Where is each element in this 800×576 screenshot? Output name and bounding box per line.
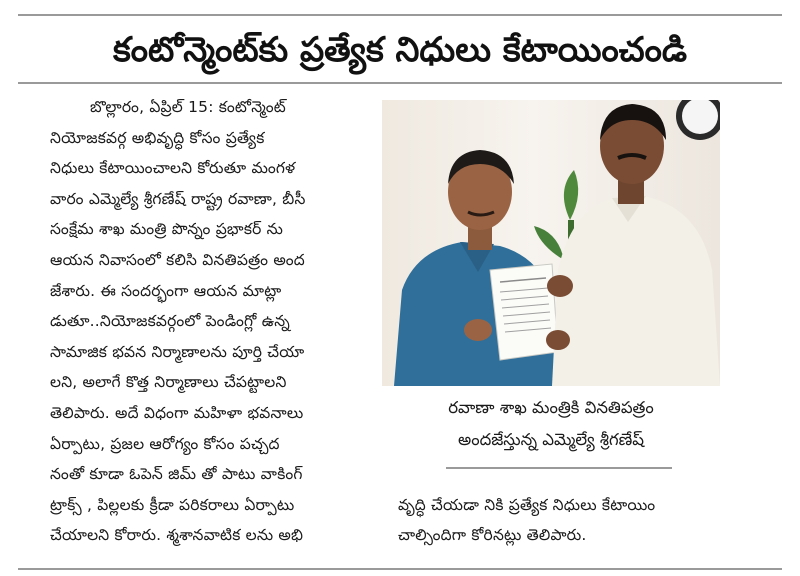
- headline-top-rule: [18, 14, 782, 16]
- photo-caption: [382, 392, 720, 456]
- article-line: నంతో కూడా ఓపెన్ జిమ్ తో పాటు వాకింగ్: [50, 465, 303, 484]
- article-bottom-rule: [18, 568, 782, 570]
- article-line: వృద్ధి చేయడా నికి ప్రత్యేక నిధులు కేటాయిం: [398, 496, 656, 514]
- article-line: నియోజకవర్గ అభివృద్ధి కోసం ప్రత్యేక: [50, 128, 265, 147]
- photo-ministers-handing-petition-icon: [382, 100, 720, 386]
- article-line: చేయాలని కోరారు. శ్మశానవాటిక లను అభి: [50, 526, 304, 545]
- article-line: ఏర్పాటు, ప్రజల ఆరోగ్యం కోసం పచ్చద: [50, 434, 280, 453]
- article-line: తెలిపారు. అదే విధంగా మహిళా భవనాలు: [50, 403, 304, 422]
- article-line: చాల్సిందిగా కోరినట్లు తెలిపారు.: [398, 526, 587, 544]
- article-line: లని, అలాగే కొత్త నిర్మాణాలు చేపట్టాలని: [50, 373, 287, 392]
- page-title: కంటోన్మెంట్‌కు ప్రత్యేక నిధులు కేటాయించండి: [112, 30, 688, 70]
- clipped-previous-article-edge: [0, 0, 800, 6]
- article-line: బొల్లారం, ఏప్రిల్ 15: కంటోన్మెంట్: [90, 98, 286, 116]
- article-body-left: [50, 92, 370, 554]
- article-line: సామాజిక భవన నిర్మాణాలను పూర్తి చేయా: [50, 342, 305, 361]
- article-line: జేశారు. ఈ సందర్భంగా ఆయన మాట్లా: [50, 281, 282, 300]
- article-line: వారం ఎమ్మెల్యే శ్రీగణేష్ రాష్ట్ర రవాణా, బీసీ: [50, 189, 306, 208]
- article-line: ట్రాక్స్ , పిల్లలకు క్రీడా పరికరాలు ఏర్పాటు: [50, 495, 295, 514]
- news-photo: [382, 100, 720, 386]
- article-line: ఆయన నివాసంలో కలిసి వినతిపత్రం అంద: [50, 250, 305, 269]
- article-line: నిధులు కేటాయించాలని కోరుతూ మంగళ: [50, 159, 296, 178]
- caption-line: అందజేస్తున్న ఎమ్మెల్యే శ్రీగణేష్: [458, 430, 644, 449]
- article-body-right: [398, 490, 728, 550]
- headline-bottom-rule: [18, 82, 782, 84]
- caption-divider: [446, 467, 672, 469]
- article-line: డుతూ..నియోజకవర్గంలో పెండింగ్లో ఉన్న: [50, 312, 290, 331]
- article-line: సంక్షేమ శాఖ మంత్రి పొన్నం ప్రభాకర్ ను: [50, 220, 284, 239]
- caption-line: రవాణా శాఖ మంత్రికి వినతిపత్రం: [448, 398, 654, 417]
